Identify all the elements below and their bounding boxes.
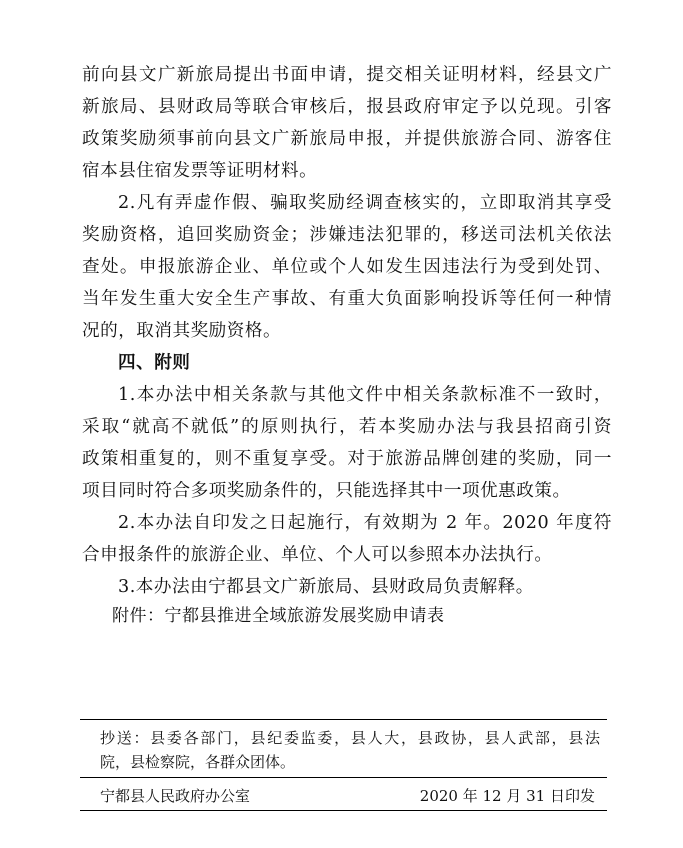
issuer-name: 宁都县人民政府办公室 xyxy=(100,787,251,805)
paragraph-line: 2.本办法自印发之日起施行，有效期为 2 年。2020 年度符 xyxy=(118,513,612,533)
document-body xyxy=(82,59,612,603)
paragraph-line: 合申报条件的旅游企业、单位、个人可以参照本办法执行。 xyxy=(82,545,553,565)
cc-line: 抄送：县委各部门，县纪委监委，县人大，县政协，县人武部，县法 xyxy=(100,729,600,747)
cc-block xyxy=(100,726,600,774)
paragraph-line: 前向县文广新旅局提出书面申请，提交相关证明材料，经县文广 xyxy=(82,65,612,85)
section-heading: 四、附则 xyxy=(118,353,191,373)
paragraph-line: 政策奖励须事前向县文广新旅局申报，并提供旅游合同、游客住 xyxy=(82,129,612,149)
paragraph-line: 1.本办法中相关条款与其他文件中相关条款标准不一致时， xyxy=(118,385,612,405)
paragraph-line: 宿本县住宿发票等证明材料。 xyxy=(82,161,318,181)
middle-divider xyxy=(80,777,607,778)
paragraph-line: 新旅局、县财政局等联合审核后，报县政府审定予以兑现。引客 xyxy=(82,97,612,117)
issue-date: 2020 年 12 月 31 日印发 xyxy=(419,787,595,805)
paragraph-line: 政策相重复的，则不重复享受。对于旅游品牌创建的奖励，同一 xyxy=(82,449,612,469)
bottom-divider xyxy=(80,810,607,811)
paragraph-line: 2.凡有弄虚作假、骗取奖励经调查核实的，立即取消其享受 xyxy=(118,193,612,213)
paragraph-line: 奖励资格，追回奖励资金；涉嫌违法犯罪的，移送司法机关依法 xyxy=(82,225,612,245)
paragraph-line: 3.本办法由宁都县文广新旅局、县财政局负责解释。 xyxy=(118,577,534,597)
paragraph-line: 况的，取消其奖励资格。 xyxy=(82,321,282,341)
paragraph-line: 项目同时符合多项奖励条件的，只能选择其中一项优惠政策。 xyxy=(82,481,571,501)
top-divider xyxy=(80,719,607,720)
paragraph-line: 查处。申报旅游企业、单位或个人如发生因违法行为受到处罚、 xyxy=(82,257,612,277)
attachment-note: 附件：宁都县推进全域旅游发展奖励申请表 xyxy=(112,606,445,626)
paragraph-line: 当年发生重大安全生产事故、有重大负面影响投诉等任何一种情 xyxy=(82,289,612,309)
cc-line: 院，县检察院，各群众团体。 xyxy=(100,753,296,771)
paragraph-line: 采取“就高不就低”的原则执行，若本奖励办法与我县招商引资 xyxy=(82,417,612,437)
